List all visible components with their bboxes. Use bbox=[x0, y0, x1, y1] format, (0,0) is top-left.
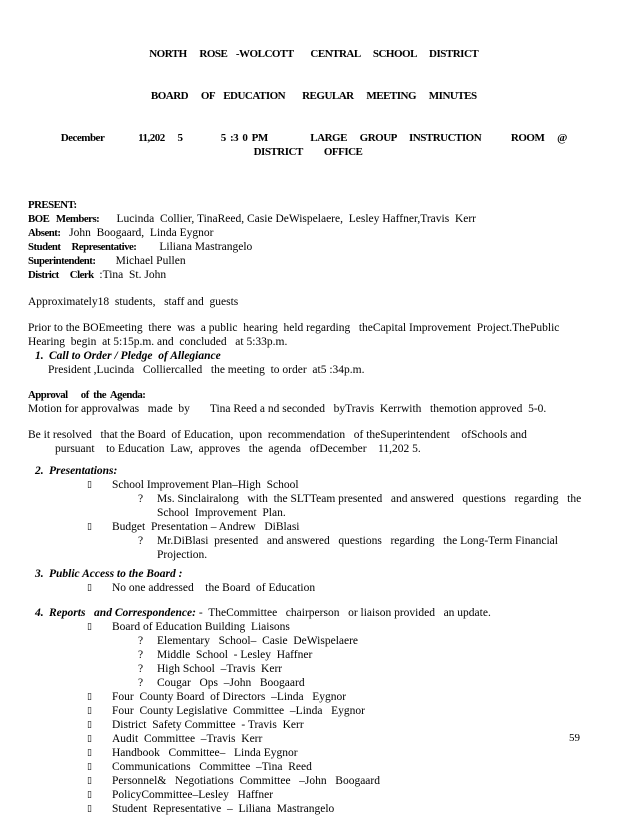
list-item-label: School Improvement Plan–High School bbox=[112, 479, 299, 491]
present-value: John Boogaard, Linda Eygnor bbox=[60, 227, 214, 239]
resolution-paragraph bbox=[28, 428, 588, 456]
list-item-label: Mr.DiBlasi presented and answered questions regarding the Long-Term Financial Projection. bbox=[157, 535, 561, 561]
section-title: Public Access to the Board : bbox=[49, 568, 183, 580]
present-row-absent bbox=[28, 226, 588, 240]
page-number: 59 bbox=[569, 732, 580, 744]
present-row-student-rep bbox=[28, 240, 588, 254]
square-bullet-icon: ▯ bbox=[87, 790, 92, 800]
list-item bbox=[87, 520, 588, 534]
list-item bbox=[87, 746, 588, 760]
list-item bbox=[87, 478, 588, 492]
list-item bbox=[87, 581, 588, 595]
resolution-line-1: Be it resolved that the Board of Education, upon recommendation of theSuperintendent ofSchools and bbox=[28, 429, 527, 441]
header-line-district: NORTH ROSE -WOLCOTT CENTRAL SCHOOL DISTRICT bbox=[149, 48, 479, 60]
list-item-label: PolicyCommittee–Lesley Haffner bbox=[112, 789, 274, 801]
section-reports-correspondence bbox=[28, 606, 588, 816]
list-item-label: Elementary School– Casie DeWispelaere bbox=[157, 635, 359, 647]
present-label: Student Representative: bbox=[28, 241, 137, 253]
square-bullet-icon: ▯ bbox=[87, 480, 92, 490]
list-item bbox=[87, 704, 588, 718]
list-item-label: District Safety Committee - Travis Kerr bbox=[112, 719, 304, 731]
attendance-note: Approximately18 students, staff and guests bbox=[28, 296, 239, 308]
header-line-datetime: December 11,202 5 5 :3 0 PM LARGE GROUP INSTRUCTION ROOM @ DISTRICT OFFICE bbox=[60, 132, 576, 158]
present-block bbox=[28, 198, 588, 282]
present-label: BOE Members: bbox=[28, 213, 100, 225]
section-title: Reports and Correspondence: bbox=[49, 607, 196, 619]
present-row-boe-members bbox=[28, 212, 588, 226]
list-item bbox=[87, 774, 588, 788]
square-bullet-icon: ▯ bbox=[87, 776, 92, 786]
question-bullet-icon: ? bbox=[138, 677, 144, 689]
question-bullet-icon: ? bbox=[138, 493, 144, 505]
list-item-label: Budget Presentation – Andrew DiBlasi bbox=[112, 521, 300, 533]
list-item-label: Four County Legislative Committee –Linda Eygnor bbox=[112, 705, 365, 717]
square-bullet-icon: ▯ bbox=[87, 762, 92, 772]
present-label: Absent: bbox=[28, 227, 61, 239]
list-subitem bbox=[138, 492, 588, 520]
list-subitem bbox=[138, 676, 588, 690]
approval-of-agenda-block bbox=[28, 388, 588, 416]
square-bullet-icon: ▯ bbox=[87, 706, 92, 716]
approval-motion: Motion for approvalwas made by Tina Reed a nd seconded byTravis Kerrwith themotion approved 5-0. bbox=[28, 403, 547, 415]
list-item-label: Student Representative – Liliana Mastrangelo bbox=[112, 803, 335, 815]
list-item bbox=[87, 732, 588, 746]
resolution-line-2: pursuant to Education Law, approves the agenda ofDecember 11,202 5. bbox=[55, 443, 421, 455]
list-item-label: No one addressed the Board of Education bbox=[112, 582, 316, 594]
square-bullet-icon: ▯ bbox=[87, 804, 92, 814]
section-number: 2. bbox=[35, 465, 44, 477]
list-subitem bbox=[138, 662, 588, 676]
section-title: Call to Order / Pledge of Allegiance bbox=[49, 350, 221, 362]
list-item-label: Cougar Ops –John Boogaard bbox=[157, 677, 305, 689]
present-row-district-clerk bbox=[28, 268, 588, 282]
list-item bbox=[87, 760, 588, 774]
present-title: PRESENT: bbox=[28, 199, 77, 211]
document-header bbox=[28, 33, 588, 75]
list-subitem bbox=[138, 634, 588, 648]
header-line-board: BOARD OF EDUCATION REGULAR MEETING MINUTES bbox=[150, 90, 477, 102]
question-bullet-icon: ? bbox=[138, 635, 144, 647]
present-label: District Clerk bbox=[28, 269, 94, 281]
list-item-label: Communications Committee –Tina Reed bbox=[112, 761, 312, 773]
list-item-label: Audit Committee –Travis Kerr bbox=[112, 733, 263, 745]
question-bullet-icon: ? bbox=[138, 535, 144, 547]
present-value: Lucinda Collier, TinaReed, Casie DeWispelaere, Lesley Haffner,Travis Kerr bbox=[99, 213, 477, 225]
present-value: Liliana Mastrangelo bbox=[136, 241, 253, 253]
section-call-to-order bbox=[28, 349, 588, 377]
section-body: President ,Lucinda Colliercalled the meeting to order at5 :34p.m. bbox=[48, 364, 365, 376]
list-item-label: Middle School - Lesley Haffner bbox=[157, 649, 313, 661]
list-item-label: High School –Travis Kerr bbox=[157, 663, 283, 675]
list-item-label: Handbook Committee– Linda Eygnor bbox=[112, 747, 298, 759]
list-item-label: Ms. Sinclairalong with the SLTTeam presented and answered questions regarding the School Improvement Plan. bbox=[157, 493, 585, 519]
section-number: 3. bbox=[35, 568, 44, 580]
square-bullet-icon: ▯ bbox=[87, 748, 92, 758]
list-item-label: Board of Education Building Liaisons bbox=[112, 621, 290, 633]
section-public-access bbox=[28, 567, 588, 595]
present-value: :Tina St. John bbox=[93, 269, 167, 281]
list-item bbox=[87, 802, 588, 816]
public-hearing-paragraph: Prior to the BOEmeeting there was a public hearing held regarding theCapital Improvement Project.ThePublic Hearing begin at 5:15p.m. and concluded at 5:33p.m. bbox=[28, 322, 563, 348]
section-presentations bbox=[28, 464, 588, 562]
list-item-label: Personnel& Negotiations Committee –John Boogaard bbox=[112, 775, 380, 787]
square-bullet-icon: ▯ bbox=[87, 522, 92, 532]
approval-label: Approval of the Agenda: bbox=[28, 389, 146, 401]
list-item bbox=[87, 620, 588, 634]
question-bullet-icon: ? bbox=[138, 649, 144, 661]
square-bullet-icon: ▯ bbox=[87, 583, 92, 593]
list-item-label: Four County Board of Directors –Linda Eygnor bbox=[112, 691, 347, 703]
list-subitem bbox=[138, 534, 588, 562]
square-bullet-icon: ▯ bbox=[87, 692, 92, 702]
present-value: Michael Pullen bbox=[95, 255, 186, 267]
list-item bbox=[87, 690, 588, 704]
present-label: Superintendent: bbox=[28, 255, 96, 267]
section-title: Presentations: bbox=[49, 465, 118, 477]
section-number: 4. bbox=[35, 607, 44, 619]
square-bullet-icon: ▯ bbox=[87, 734, 92, 744]
square-bullet-icon: ▯ bbox=[87, 720, 92, 730]
list-subitem bbox=[138, 648, 588, 662]
square-bullet-icon: ▯ bbox=[87, 622, 92, 632]
present-row-superintendent bbox=[28, 254, 588, 268]
question-bullet-icon: ? bbox=[138, 663, 144, 675]
section-number: 1. bbox=[35, 350, 44, 362]
list-item bbox=[87, 718, 588, 732]
section-title-rest: - TheCommittee chairperson or liaison provided an update. bbox=[195, 607, 491, 619]
